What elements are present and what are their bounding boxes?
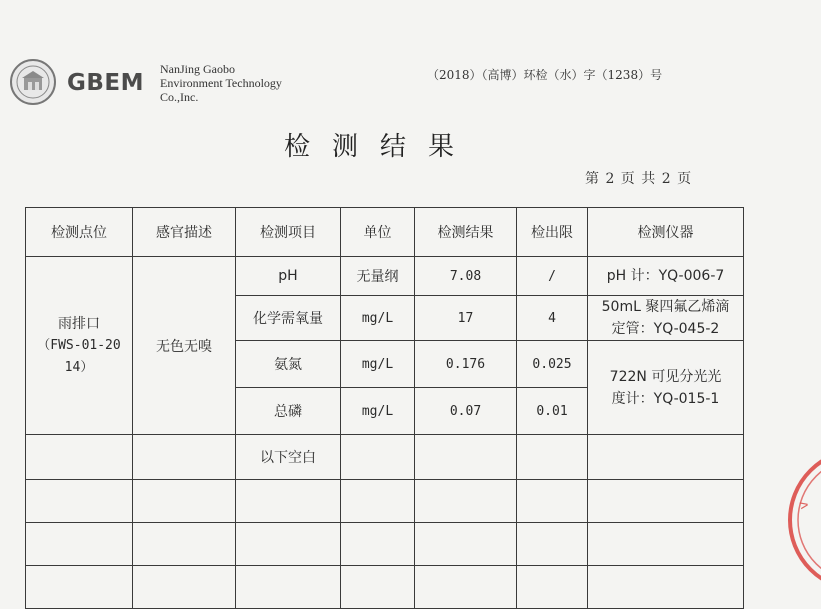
empty-cell — [133, 435, 236, 480]
instrument-text: 定管：YQ-045-2 — [611, 321, 720, 337]
table-row — [26, 523, 744, 566]
item-cell: pH — [236, 257, 341, 296]
instrument-text: 722N 可见分光光 — [609, 368, 722, 385]
limit-cell: 0.01 — [517, 388, 588, 435]
empty-cell — [26, 523, 133, 566]
unit-cell: 无量纲 — [341, 257, 415, 296]
sensory-cell: 无色无嗅 — [133, 257, 236, 435]
empty-cell — [588, 523, 744, 566]
column-header: 单位 — [341, 208, 415, 257]
table-row — [26, 480, 744, 523]
empty-cell — [517, 435, 588, 480]
item-cell: 总磷 — [236, 388, 341, 435]
empty-cell — [133, 523, 236, 566]
sampling-point-cell — [26, 257, 133, 435]
empty-cell — [236, 523, 341, 566]
column-header: 检测点位 — [26, 208, 133, 257]
result-cell: 7.08 — [415, 257, 517, 296]
company-logo-text: GBEM — [67, 70, 145, 96]
item-cell: 氨氮 — [236, 341, 341, 388]
instrument-text: 度计：YQ-015-1 — [611, 390, 720, 407]
result-cell: 0.176 — [415, 341, 517, 388]
empty-cell — [415, 523, 517, 566]
empty-cell — [236, 566, 341, 609]
column-header: 检测仪器 — [588, 208, 744, 257]
page-title: 检测结果 — [283, 132, 476, 162]
column-header: 感官描述 — [133, 208, 236, 257]
table-row — [26, 435, 744, 480]
sampling-point-name: 雨排口 — [58, 315, 100, 332]
instrument-cell — [588, 296, 744, 341]
instrument-text: 50mL 聚四氟乙烯滴 — [601, 299, 730, 315]
column-header: 检出限 — [517, 208, 588, 257]
table-header-row — [26, 208, 744, 257]
empty-cell — [341, 523, 415, 566]
empty-cell — [133, 480, 236, 523]
page-indicator: 第 2 页 共 2 页 — [585, 171, 693, 187]
company-name — [160, 62, 282, 104]
seal-logo-icon — [9, 58, 57, 106]
empty-cell — [517, 523, 588, 566]
company-name-line: Environment Technology — [160, 76, 282, 90]
empty-cell — [415, 566, 517, 609]
empty-cell — [588, 435, 744, 480]
item-cell: 化学需氧量 — [236, 296, 341, 341]
empty-cell — [133, 566, 236, 609]
empty-cell — [26, 435, 133, 480]
instrument-cell — [588, 257, 744, 296]
instrument-cell — [588, 341, 744, 435]
unit-cell: mg/L — [341, 341, 415, 388]
empty-cell — [517, 566, 588, 609]
company-name-line: NanJing Gaobo — [160, 62, 235, 76]
result-cell: 0.07 — [415, 388, 517, 435]
limit-cell: / — [517, 257, 588, 296]
company-name-line: Co.,Inc. — [160, 90, 199, 104]
empty-cell — [236, 480, 341, 523]
stamp-icon — [780, 440, 821, 592]
sampling-point-code: （FWS-01-20 — [37, 337, 121, 353]
sampling-point-code: 14） — [64, 359, 94, 375]
empty-cell — [26, 480, 133, 523]
empty-cell — [341, 435, 415, 480]
blank-note-cell: 以下空白 — [236, 435, 341, 480]
unit-cell: mg/L — [341, 296, 415, 341]
results-table — [25, 207, 744, 609]
result-cell: 17 — [415, 296, 517, 341]
column-header: 检测项目 — [236, 208, 341, 257]
empty-cell — [341, 566, 415, 609]
report-number: （2018）（高博）环检（水）字（1238）号 — [427, 68, 663, 82]
empty-cell — [588, 480, 744, 523]
table-row — [26, 257, 744, 296]
table-row — [26, 566, 744, 609]
empty-cell — [588, 566, 744, 609]
instrument-text: pH 计：YQ-006-7 — [606, 268, 725, 284]
empty-cell — [517, 480, 588, 523]
empty-cell — [415, 480, 517, 523]
limit-cell: 0.025 — [517, 341, 588, 388]
column-header: 检测结果 — [415, 208, 517, 257]
limit-cell: 4 — [517, 296, 588, 341]
unit-cell: mg/L — [341, 388, 415, 435]
empty-cell — [341, 480, 415, 523]
svg-text:ᴧ: ᴧ — [796, 500, 813, 511]
empty-cell — [415, 435, 517, 480]
empty-cell — [26, 566, 133, 609]
